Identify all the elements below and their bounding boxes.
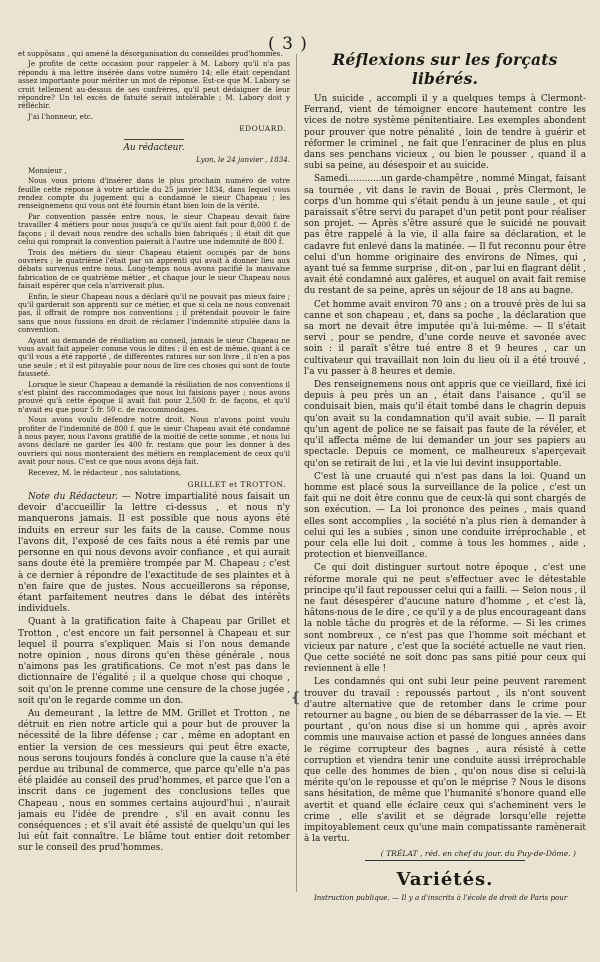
article-paragraph: Les condamnés qui ont subi leur peine peuvent rarement trouver du travail : repoussés partout , ils n'ont souvent d'autre alternative que de retomber dans le crime pour retourner au bagne , ou bien de se débarrasser de la vie. — Et pourtant , qu'on nous dise si un homme qui , après avoir commis une mauvaise action et passé de longues années dans le régime corrupteur des bagnes , aura résisté à cette corruption et viendra tenir une conduite aussi irréprochable que celle des hommes de bien , qu'on nous dise si celui-là mérite qu'on le repousse et qu'on le méprise ? Nous le disons sans hésitation, de même que l'humanité s'honore quand elle avertit et quand elle éclaire ceux qui s'acheminent vers le crime , elle s'avilit et se dégrade lorsqu'elle rejette impitoyablement ceux qu'une main compatissante ramènerait à la vertu. bbox=[304, 677, 586, 845]
note-text: — Notre impartialité nous faisait un devoir d'accueillir la lettre ci-dessus , et nous n'y manquerons jamais. Il est possible que nous ayons été induits en erreur sur les faits de la cause. Comme nous l'avons dit, l'exposé de ces faits nous a été remis par une personne en qui nous devons avoir confiance , et qui aurait sans doute été la première trompée par M. Chapeau ; c'est à ce dernier à répondre de l'exactitude de ses plaintes et à n'en faire que de justes. Nous accueillerons sa réponse, étant parfaitement neutres dans le débat des intérêts individuels. bbox=[18, 492, 290, 615]
letter-fragment: et suppôsans , qui amené la désorganisation du conseildes prud'hommes. bbox=[18, 50, 283, 58]
varietes-heading: Variétés. bbox=[396, 869, 494, 891]
letter-paragraph: Nous avons voulu défendre notre droit. Nous n'avons point voulu profiter de l'indemnité de 800 f. que le sieur Chapeau avait été condamné à nous payer, nous l'avons gratifié de la moitié de cette somme , et nous lui avons déclaré ne garder les 400 fr. restans que pour les donner à des ouvriers qui nous monteraient des métiers en remplacement de ceux qu'il avait pour nous. C'est ce que nous avons déjà fait. bbox=[18, 415, 290, 467]
article-paragraph: Cet homme avait environ 70 ans ; on a trouvé près de lui sa canne et son chapeau , et, dans sa poche , la déclaration que sa mort ne devait être imputée qu'à lui-même. — Il s'était servi , pour se pendre, d'une corde neuve et savonée avec soin : il paraît s'être tué entre 8 et 9 heures , car un cultivateur qui travaillait non loin du lieu où il a été trouvé , l'a vu passer à 8 heures et demie. bbox=[304, 299, 586, 377]
article-heading: Réflexions sur les forçats libérés. bbox=[332, 50, 558, 88]
page-number: ( 3 ) bbox=[268, 34, 308, 54]
article-paragraph: Ce qui doit distinguer surtout notre époque , c'est une réforme morale qui ne peut s'effectuer avec le détestable principe qu'il faut repousser celui qui a failli. — Selon nous , il ne faut désespérer d'aucune nature d'homme , et c'est là, hâtons-nous de le dire , ce qu'il y a de plus encourageant dans la noble tâche du progrès et de la réforme. — Si les crimes sont nombreux , ce n'est pas que l'homme soit méchant et vicieux par nature , c'est que la société actuelle ne vaut rien. Que cette société ne soit donc pas sans pitié pour ceux qui reviennent à elle ! bbox=[304, 563, 586, 675]
signature: EDOUARD. bbox=[239, 124, 286, 134]
letter-paragraph: Ayant au demandé de résiliation au conseil, jamais le sieur Chapeau ne vous avait fait appeler comme vous le dites ; il en est de même, quant à ce qu'il vous a été rapporté , de différentes ratures sur son livre , il n'en a pas une seule ; et il est pitoyable pour nous de lire ces choses qui sont de toute fausseté. bbox=[18, 335, 290, 379]
editor-note-paragraph: Au demeurant , la lettre de MM. Grillet et Trotton , ne détruit en rien notre article qui a pour but de prouver la nécessité de la libre défense ; car , même en adoptant en entier la version de ces messieurs qui peut être exacte, nous serons toujours fondés à conclure que la cause n'a été perdue au tribunal de commerce, que parce qu'elle n'a pas été plaidée au conseil des prud'hommes, et parce que l'on a inscrit dans ce jugement des conclusions telles que Chapeau , nous en sommes certains aujourd'hui , n'aurait jamais eu l'idée de prendre , s'il en avait connu les conséquences ; et s'il avait été assisté de quelqu'un qui les lui eût fait connaître. Le blâme tout entier doit retomber sur le conseil des prud'hommes. bbox=[18, 708, 290, 854]
note-label: Note du Rédacteur. bbox=[28, 492, 118, 503]
varietes-paragraph: Instruction publique. — Il y a d'inscrits à l'école de droit de Paris pour bbox=[314, 893, 568, 903]
editor-note-paragraph: Quant à la gratification faite à Chapeau par Grillet et Trotton , c'est encore un fait personnel à Chapeau et sur lequel il pourra s'expliquer. Mais si l'on nous demande notre opinion , nous dirons qu'en thèse générale , nous n'aimons pas les gratifications. Ce mot n'est pas dans le dictionnaire de l'égalité ; il a quelque chose qui choque , soit qu'on le prenne comme une censure de la chose jugée , soit qu'on le regarde comme un don. bbox=[18, 617, 290, 706]
column-divider bbox=[296, 54, 297, 892]
salutation: Monsieur , bbox=[28, 165, 67, 175]
article-paragraph: Des renseignemens nous ont appris que ce vieillard, fixé ici depuis à peu près un an , était dans l'aisance , qu'il se conduisait bien, mais qu'il était tombé dans le chagrin depuis qu'on avait su la condamnation qu'il avait subie. — Il paraît qu'un agent de police ne se faisait pas faute de la révéler, et qu'il affecta même de lui demander un jour ses papiers au spectacle. Depuis ce moment, ce malheureux s'aperçevait qu'on se retirait de lui , et la vie lui devint insupportable. bbox=[304, 380, 586, 469]
letter-paragraph: Par convention passée entre nous, le sieur Chapeau devait faire travailler 4 métiers pour nous jusqu'à ce qu'ils aient fait pour 8,000 f. de façons ; il devait nous rendre des schalls bien fabriqués ; il était dit que celui qui romprait la convention paierait à l'autre une indemnité de 800 f. bbox=[18, 211, 290, 247]
editor-note bbox=[18, 492, 290, 615]
section-rule bbox=[365, 860, 525, 861]
signature: GRILLET et TROTTON. bbox=[187, 480, 286, 490]
article-paragraph: C'est là une cruauté qui n'est pas dans la loi. Quand un homme est placé sous la surveillance de la police , c'est un fait qui ne doit être connu que de ceux-là qui sont chargés de son exécution. — La loi prononce des peines , mais quand elles sont accomplies , la société n'a plus rien à demander à celui qui les a subies , sinon une conduite irréprochable , et pour cela elle lui doit , comme à tous les hommes , aide , protection et bienveillance. bbox=[304, 471, 586, 561]
letter-paragraph: Trois des métiers du sieur Chapeau étaient occupés par de bons ouvriers ; le quatrième l'était par un apprenti qui avait à donner lieu aux débats survenus entre nous. Long-temps nous avons pacifié la mauvaise fabrication de ce quatrième métier , et chaque jour le sieur Chapeau nous faisait espérer que cela n'arriverait plus. bbox=[18, 247, 290, 291]
letter-paragraph: Je profite de cette occasion pour rappeler à M. Labory qu'il n'a pas répondu à ma lettre insérée dans votre numéro 14; elle était cependant assez importante pour mériter un mot de réponse. Est-ce que M. Labory se croit tellement au-dessus de ses confrères, qu'il peut dédaigner de leur répondre? Un tel excès de fatuité serait intolérable ; M. Labory doit y réfléchir. bbox=[18, 59, 290, 111]
margin-brace: ❴ bbox=[290, 690, 302, 706]
left-column bbox=[18, 50, 290, 917]
letter-paragraph: Enfin, le sieur Chapeau nous a déclaré qu'il ne pouvait pas mieux faire ; qu'il garderait son apprenti sur ce métier, et que si cela ne nous convenait pas, il offrait de rompre nos conventions ; il prétendait pouvoir le faire sans que nous fussions en droit de réclamer l'indemnité stipulée dans la convention. bbox=[18, 291, 290, 335]
closing-line: J'ai l'honneur, etc. bbox=[28, 111, 93, 121]
dateline: Lyon, le 24 janvier , 1834. bbox=[196, 155, 290, 165]
article-credit: ( TRÉLAT , réd. en chef du jour. du Puy-de-Dôme. ) bbox=[380, 849, 576, 859]
article-paragraph: Un suicide , accompli il y a quelques temps à Clermont-Ferrand, vient de témoigner encore hautement contre les vices de notre système pénitentiaire. Les exemples abondent pour prouver que notre pénalité , loin de tendre à guérir et réformer le criminel , ne fait que l'enraciner de plus en plus dans ses penchans vicieux , ou bien le pousser , quand il a subi sa peine, au désespoir et au suicide. bbox=[304, 94, 586, 172]
section-rule bbox=[124, 139, 184, 140]
article-paragraph: Samedi............un garde-champêtre , nommé Mingat, faisant sa tournée , vit dans le ravin de Bouai , près Clermont, le corps d'un homme qui s'était pendu à un jeune saule , et qui paraissait s'être servi du parapet d'un petit pont pour réaliser son projet. — Après s'être assuré que le suicidé ne pouvait pas être rappelé à la vie, il alla faire sa déclaration, et le cadavre fut enlevé dans la matinée. — Il fut reconnu pour être celui d'un homme originaire des environs de Nîmes, qui , ayant tué sa femme surprise , dit-on , par lui en flagrant délit , avait été condamné aux galères, et auquel on avait fait remise du restant de sa peine, après un séjour de 18 ans au bagne. bbox=[304, 174, 586, 297]
letter-paragraph: Lorsque le sieur Chapeau a demandé la résiliation de nos conventions il s'est plaint des raccommodages que nous lui faisions payer ; nous avons prouvé qu'à cette époque il avait fait pour 2,500 fr. de façons, et qu'il n'avait eu que pour 5 fr. 50 c. de raccommodages. bbox=[18, 379, 290, 414]
section-heading: Au rédacteur. bbox=[123, 143, 185, 154]
letter-paragraph: Nous vous prions d'insérer dans le plus prochain numéro de votre feuille cette réponse à votre article du 25 janvier 1834, dans lequel vous rendez compte du jugement qui a condamné le sieur Chapeau ; les renseignemens qui vous ont été fournis étant bien loin de la vérité. bbox=[18, 176, 290, 211]
right-column bbox=[304, 50, 586, 917]
closing-line: Recevez, M. le rédacteur , nos salutations, bbox=[28, 467, 182, 477]
